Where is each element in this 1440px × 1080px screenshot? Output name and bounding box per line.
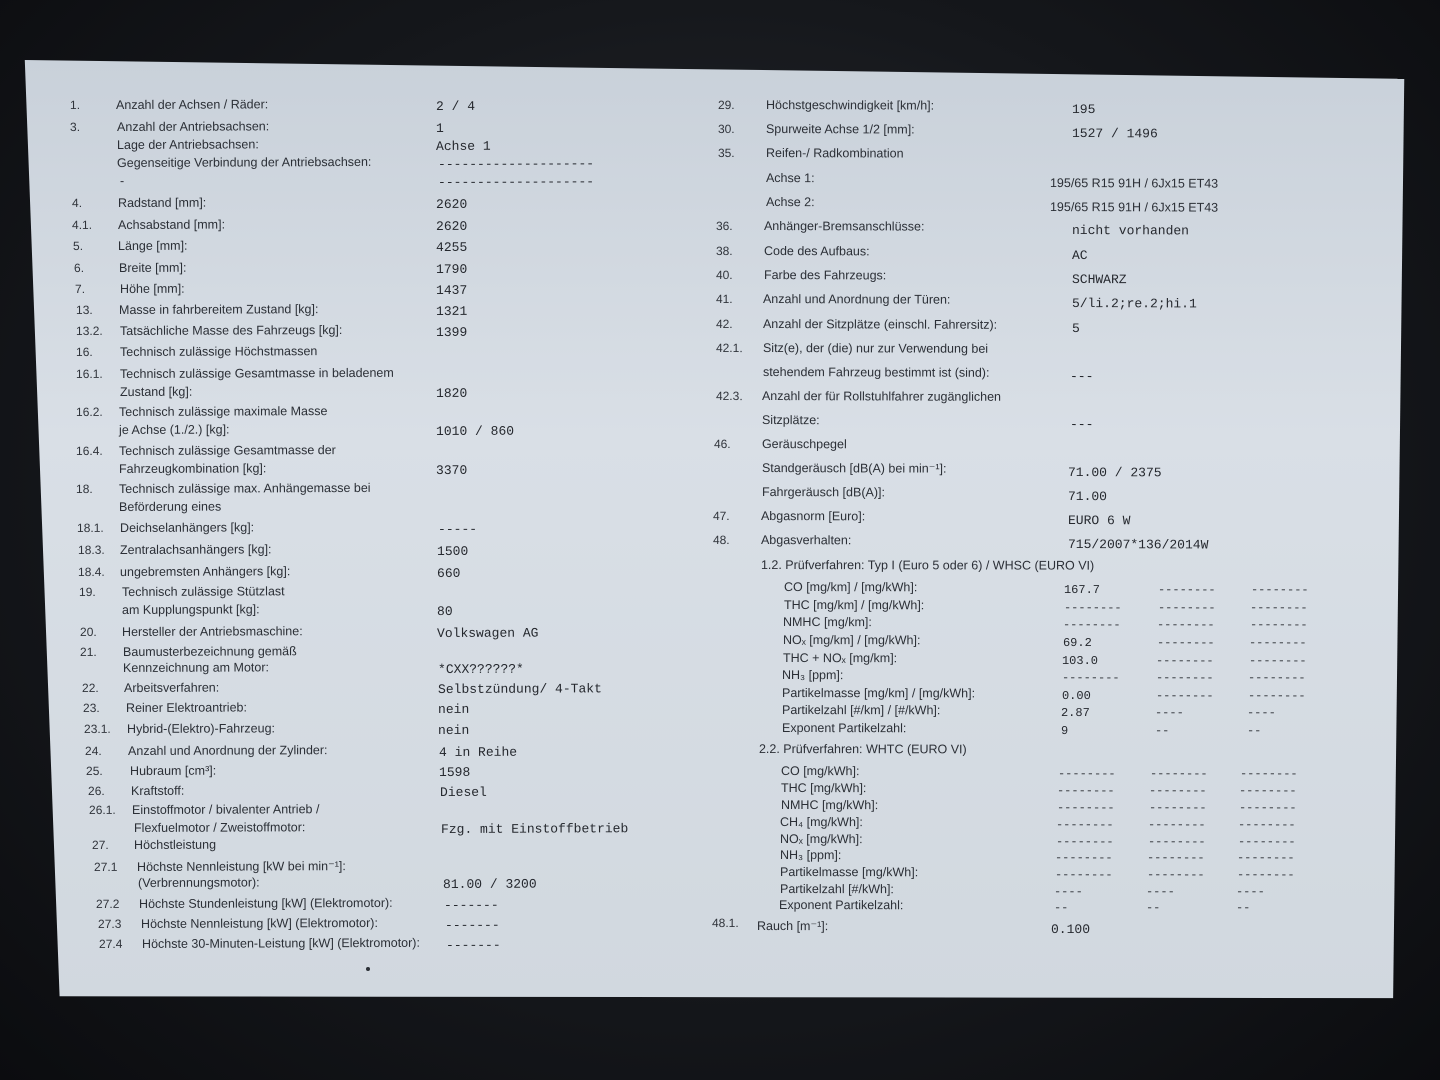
- item-number: 18.1.: [77, 520, 104, 535]
- item-number: 16.: [76, 344, 93, 359]
- item-label: Rauch [m⁻¹]:: [756, 919, 829, 934]
- item-label: Technisch zulässige Stützlast: [122, 584, 285, 599]
- emission-value: ----: [1145, 885, 1175, 900]
- item-label: Höchstleistung: [134, 837, 217, 852]
- item-label: Technisch zulässige Höchstmassen: [120, 344, 318, 359]
- item-label: Masse in fahrbereitem Zustand [kg]:: [119, 302, 319, 317]
- emission-value: 103.0: [1061, 654, 1099, 669]
- item-label: Anzahl der Sitzplätze (einschl. Fahrersitz):: [762, 317, 998, 332]
- item-label: Achse 1:: [765, 171, 815, 186]
- emission-value: --------: [1157, 601, 1216, 616]
- emission-value: --------: [1248, 636, 1307, 651]
- item-number: 25.: [86, 763, 103, 778]
- item-label: Code des Aufbaus:: [763, 244, 870, 259]
- emission-value: --------: [1055, 835, 1114, 850]
- item-label: Arbeitsverfahren:: [124, 680, 220, 695]
- item-label: Standgeräusch [dB(A) bei min⁻¹]:: [761, 461, 947, 476]
- item-value: nicht vorhanden: [1071, 223, 1190, 239]
- item-label: ungebremsten Anhängers [kg]:: [120, 564, 291, 579]
- emission-value: --------: [1147, 818, 1206, 833]
- emission-value: --------: [1061, 671, 1120, 686]
- item-number: 26.: [88, 783, 105, 798]
- item-label: Technisch zulässige maximale Masse: [119, 404, 328, 419]
- emission-value: --: [1235, 901, 1251, 916]
- item-number: 27.1: [94, 859, 118, 874]
- item-label: Technisch zulässige Gesamtmasse in beladenem: [120, 365, 394, 381]
- item-number: 13.: [76, 302, 93, 317]
- emission-value: --------: [1056, 784, 1115, 799]
- item-value: 3370: [435, 462, 468, 478]
- emission-label: NH₃ [ppm]:: [779, 848, 842, 863]
- item-label: Kennzeichnung am Motor:: [123, 660, 269, 675]
- item-label: Anhänger-Bremsanschlüsse:: [763, 219, 925, 234]
- item-value: 5: [1071, 321, 1080, 337]
- item-label: Technisch zulässige Gesamtmasse der: [119, 443, 336, 458]
- emission-value: --------: [1054, 868, 1113, 883]
- item-number: 16.2.: [76, 404, 103, 419]
- item-value: 195: [1071, 102, 1096, 118]
- item-number: 48.1.: [711, 916, 739, 931]
- emission-label: NOₓ [mg/km] / [mg/kWh]:: [782, 633, 921, 648]
- emission-value: --------: [1062, 618, 1121, 633]
- item-label: Zentralachsanhängers [kg]:: [120, 542, 272, 557]
- item-number: 16.1.: [76, 366, 103, 381]
- emission-label: CO [mg/kWh]:: [780, 764, 860, 779]
- emission-label: CO [mg/km] / [mg/kWh]:: [783, 580, 918, 595]
- emission-value: ----: [1246, 706, 1276, 721]
- emission-value: --: [1246, 724, 1262, 739]
- emission-label: Exponent Partikelzahl:: [778, 898, 904, 913]
- item-number: 23.: [83, 700, 100, 715]
- item-number: 19.: [79, 584, 96, 599]
- emission-value: ----: [1053, 885, 1083, 900]
- emission-label: THC + NOₓ [mg/km]:: [782, 651, 898, 666]
- emission-value: --------: [1055, 818, 1114, 833]
- item-value: Diesel: [439, 784, 487, 800]
- item-value: EURO 6 W: [1067, 513, 1131, 529]
- emission-value: --------: [1146, 851, 1205, 866]
- item-number: 18.: [76, 481, 93, 496]
- item-value: 195/65 R15 91H / 6Jx15 ET43: [1049, 176, 1219, 191]
- emission-label: NMHC [mg/kWh]:: [780, 798, 879, 813]
- emission-value: --------: [1237, 835, 1296, 850]
- emission-label: THC [mg/kWh]:: [780, 781, 867, 796]
- item-label: Höchste Nennleistung [kW bei min⁻¹]:: [137, 859, 346, 874]
- item-label: Höchste 30-Minuten-Leistung [kW] (Elektromotor):: [142, 935, 420, 951]
- item-number: 16.4.: [76, 443, 103, 458]
- emission-value: --------: [1054, 851, 1113, 866]
- emission-value: 69.2: [1062, 636, 1092, 651]
- item-number: 6.: [74, 260, 85, 275]
- item-value: 5/li.2;re.2;hi.1: [1071, 296, 1197, 312]
- item-number: 46.: [713, 437, 731, 452]
- item-number: 13.2.: [76, 323, 103, 338]
- item-value: 1527 / 1496: [1071, 126, 1158, 142]
- item-label: Achsabstand [mm]:: [118, 217, 226, 232]
- emission-value: --------: [1155, 689, 1214, 704]
- item-value: 71.00: [1067, 489, 1108, 505]
- item-label: Sitz(e), der (die) nur zur Verwendung bei: [762, 341, 989, 356]
- item-number: 7.: [75, 281, 86, 296]
- item-label: Abgasnorm [Euro]:: [760, 509, 866, 524]
- emission-value: --------: [1248, 654, 1307, 669]
- item-label: Sitzplätze:: [761, 413, 820, 428]
- emission-value: --------: [1147, 835, 1206, 850]
- item-value: Achse 1: [435, 138, 491, 154]
- emission-label: Exponent Partikelzahl:: [781, 721, 907, 736]
- item-number: 42.1.: [715, 341, 743, 356]
- item-number: 35.: [717, 146, 735, 161]
- item-label: Höchste Nennleistung [kW] (Elektromotor):: [141, 915, 378, 931]
- emission-label: Partikelmasse [mg/kWh]:: [779, 865, 919, 880]
- emission-value: 167.7: [1063, 583, 1101, 598]
- emission-value: --------: [1156, 636, 1215, 651]
- item-label: Tatsächliche Masse des Fahrzeugs [kg]:: [120, 323, 343, 338]
- item-value: nein: [437, 701, 470, 717]
- emission-label: NMHC [mg/km]:: [782, 615, 872, 630]
- item-number: 18.3.: [78, 542, 105, 557]
- item-label: Beförderung eines: [119, 499, 222, 514]
- item-number: 30.: [717, 122, 735, 137]
- item-label: am Kupplungspunkt [kg]:: [122, 602, 260, 617]
- item-number: 41.: [715, 292, 733, 307]
- item-label: Länge [mm]:: [118, 238, 188, 253]
- item-number: 42.3.: [715, 389, 743, 404]
- item-number: 5.: [73, 238, 84, 253]
- emission-value: --------: [1247, 671, 1306, 686]
- item-number: 27.3: [98, 916, 122, 931]
- emission-label: Partikelzahl [#/kWh]:: [779, 882, 894, 897]
- emission-value: --------: [1239, 767, 1298, 782]
- item-value: 1321: [435, 303, 468, 319]
- item-number: 21.: [80, 644, 97, 659]
- item-value: 1437: [435, 282, 468, 298]
- emission-label: NOₓ [mg/kWh]:: [779, 832, 863, 847]
- item-label: Höhe [mm]:: [120, 281, 185, 296]
- emission-value: --------: [1056, 801, 1115, 816]
- item-label: Radstand [mm]:: [118, 195, 207, 210]
- item-label: Technisch zulässige max. Anhängemasse bei: [119, 480, 371, 496]
- item-label: Kraftstoff:: [131, 783, 185, 798]
- item-value: nein: [437, 722, 470, 738]
- emission-value: --------: [1238, 801, 1297, 816]
- item-value: Volkswagen AG: [436, 625, 539, 641]
- item-label: Spurweite Achse 1/2 [mm]:: [765, 122, 915, 137]
- item-label: Einstoffmotor / bivalenter Antrieb /: [132, 802, 320, 817]
- item-label: Hubraum [cm³]:: [130, 763, 217, 778]
- item-label: Hersteller der Antriebsmaschine:: [122, 624, 303, 639]
- item-label: Reiner Elektroantrieb:: [126, 700, 247, 715]
- item-label: Fahrzeugkombination [kg]:: [119, 461, 267, 476]
- emission-value: --------: [1057, 767, 1116, 782]
- item-number: 38.: [715, 244, 733, 259]
- test2-title: 2.2. Prüfverfahren: WHTC (EURO VI): [758, 742, 967, 757]
- emission-value: --------: [1155, 654, 1214, 669]
- emission-value: --------: [1063, 601, 1122, 616]
- emission-value: --: [1053, 901, 1069, 916]
- item-value: -------: [443, 897, 499, 913]
- item-value: 81.00 / 3200: [442, 876, 537, 892]
- item-label: Geräuschpegel: [761, 437, 847, 452]
- emission-value: --------: [1247, 689, 1306, 704]
- item-number: 4.1.: [72, 217, 93, 232]
- item-value: 71.00 / 2375: [1067, 465, 1162, 481]
- item-label: (Verbrennungsmotor):: [138, 875, 260, 890]
- emission-value: 0.00: [1061, 689, 1091, 704]
- item-value: --------------------: [437, 156, 595, 172]
- emission-label: Partikelzahl [#/km] / [#/kWh]:: [781, 703, 941, 718]
- item-value: --------------------: [437, 174, 595, 190]
- item-number: 48.: [712, 533, 730, 548]
- item-label: Baumusterbezeichnung gemäß: [123, 644, 297, 659]
- emission-value: --------: [1157, 583, 1216, 598]
- item-value: Fzg. mit Einstoffbetrieb: [440, 821, 629, 837]
- item-value: -------: [444, 917, 500, 933]
- item-label: Deichselanhängers [kg]:: [120, 520, 255, 535]
- item-label: Flexfuelmotor / Zweistoffmotor:: [134, 820, 306, 835]
- item-label: Farbe des Fahrzeugs:: [763, 268, 887, 283]
- item-value: ---: [1069, 369, 1094, 385]
- item-number: 47.: [712, 509, 730, 524]
- item-number: 18.4.: [78, 564, 105, 579]
- item-number: 3.: [70, 119, 81, 134]
- emission-value: --------: [1155, 671, 1214, 686]
- item-value: 660: [436, 565, 461, 581]
- item-value: 1399: [435, 324, 468, 340]
- emission-value: --------: [1149, 767, 1208, 782]
- ink-dot: [366, 967, 370, 971]
- item-value: 1010 / 860: [435, 423, 515, 439]
- item-number: 29.: [717, 98, 735, 113]
- item-number: 1.: [70, 97, 81, 112]
- emission-label: NH₃ [ppm]:: [781, 668, 844, 683]
- item-value: 1820: [435, 385, 468, 401]
- item-value: *CXX??????*: [437, 661, 524, 677]
- emission-value: --: [1145, 901, 1161, 916]
- item-label: Höchstgeschwindigkeit [km/h]:: [765, 98, 935, 113]
- item-number: 23.1.: [84, 721, 111, 736]
- item-label: Gegenseitige Verbindung der Antriebsachsen:: [117, 154, 372, 170]
- item-value: 195/65 R15 91H / 6Jx15 ET43: [1049, 200, 1219, 215]
- item-value: 1790: [435, 261, 468, 277]
- item-value: 1500: [436, 543, 469, 559]
- item-number: 27.: [92, 837, 109, 852]
- emission-value: --------: [1238, 784, 1297, 799]
- emission-value: --------: [1156, 618, 1215, 633]
- item-label: Anzahl der Antriebsachsen:: [117, 119, 270, 134]
- item-label: Anzahl und Anordnung der Zylinder:: [128, 743, 328, 758]
- item-number: 42.: [715, 317, 733, 332]
- item-number: 27.2: [96, 896, 120, 911]
- item-number: 22.: [82, 680, 99, 695]
- item-number: 27.4: [99, 936, 123, 951]
- emission-value: --------: [1249, 618, 1308, 633]
- item-label: Zustand [kg]:: [120, 384, 193, 399]
- emission-value: --------: [1148, 784, 1207, 799]
- emission-value: --------: [1146, 868, 1205, 883]
- item-value: 715/2007*136/2014W: [1067, 537, 1209, 553]
- item-value: 4 in Reihe: [438, 744, 518, 760]
- item-value: 2620: [435, 218, 468, 234]
- item-label: Höchste Stundenleistung [kW] (Elektromotor):: [139, 895, 393, 911]
- item-number: 40.: [715, 268, 733, 283]
- item-value: 4255: [435, 239, 468, 255]
- item-value: SCHWARZ: [1071, 272, 1127, 288]
- emission-value: --------: [1250, 583, 1309, 598]
- emission-value: ----: [1235, 885, 1265, 900]
- emission-value: --------: [1237, 818, 1296, 833]
- test1-title: 1.2. Prüfverfahren: Typ I (Euro 5 oder 6) / WHSC (EURO VI): [760, 558, 1095, 573]
- emission-label: THC [mg/km] / [mg/kWh]:: [783, 598, 925, 613]
- item-label: stehendem Fahrzeug bestimmt ist (sind):: [762, 365, 990, 380]
- item-label: Reifen-/ Radkombination: [765, 146, 904, 161]
- emission-value: --------: [1148, 801, 1207, 816]
- item-value: 80: [436, 603, 453, 619]
- item-value: 0.100: [1050, 922, 1091, 938]
- emission-label: CH₄ [mg/kWh]:: [779, 815, 863, 830]
- item-label: -: [120, 173, 125, 188]
- emission-value: --------: [1236, 868, 1295, 883]
- item-label: Lage der Antriebsachsen:: [117, 137, 259, 152]
- emission-label: Partikelmasse [mg/km] / [mg/kWh]:: [781, 686, 976, 701]
- item-value: Selbstzündung/ 4-Takt: [437, 681, 602, 697]
- item-value: 2 / 4: [435, 98, 476, 114]
- item-label: Anzahl der Achsen / Räder:: [116, 97, 269, 112]
- item-value: 1: [435, 120, 444, 136]
- emission-value: 2.87: [1060, 706, 1090, 721]
- item-value: -----: [437, 521, 478, 537]
- emission-value: 9: [1060, 724, 1069, 739]
- item-label: Breite [mm]:: [119, 260, 187, 275]
- item-label: Achse 2:: [765, 195, 815, 210]
- emission-value: --------: [1236, 851, 1295, 866]
- item-value: -------: [445, 937, 501, 953]
- item-number: 26.1.: [89, 802, 116, 817]
- item-label: Anzahl der für Rollstuhlfahrer zugänglichen: [761, 389, 1002, 404]
- item-label: Fahrgeräusch [dB(A)]:: [761, 485, 885, 500]
- item-number: 36.: [715, 219, 733, 234]
- item-label: je Achse (1./2.) [kg]:: [119, 422, 230, 437]
- emission-value: --------: [1249, 601, 1308, 616]
- item-label: Abgasverhalten:: [760, 533, 852, 548]
- item-number: 24.: [85, 743, 102, 758]
- item-value: AC: [1071, 248, 1088, 264]
- item-label: Hybrid-(Elektro)-Fahrzeug:: [127, 721, 276, 736]
- emission-value: --: [1154, 724, 1170, 739]
- emission-value: ----: [1154, 706, 1184, 721]
- item-number: 4.: [72, 195, 83, 210]
- item-number: 20.: [80, 624, 97, 639]
- item-label: Anzahl und Anordnung der Türen:: [762, 292, 951, 307]
- item-value: 2620: [435, 196, 468, 212]
- item-value: ---: [1069, 417, 1094, 433]
- item-value: 1598: [438, 764, 471, 780]
